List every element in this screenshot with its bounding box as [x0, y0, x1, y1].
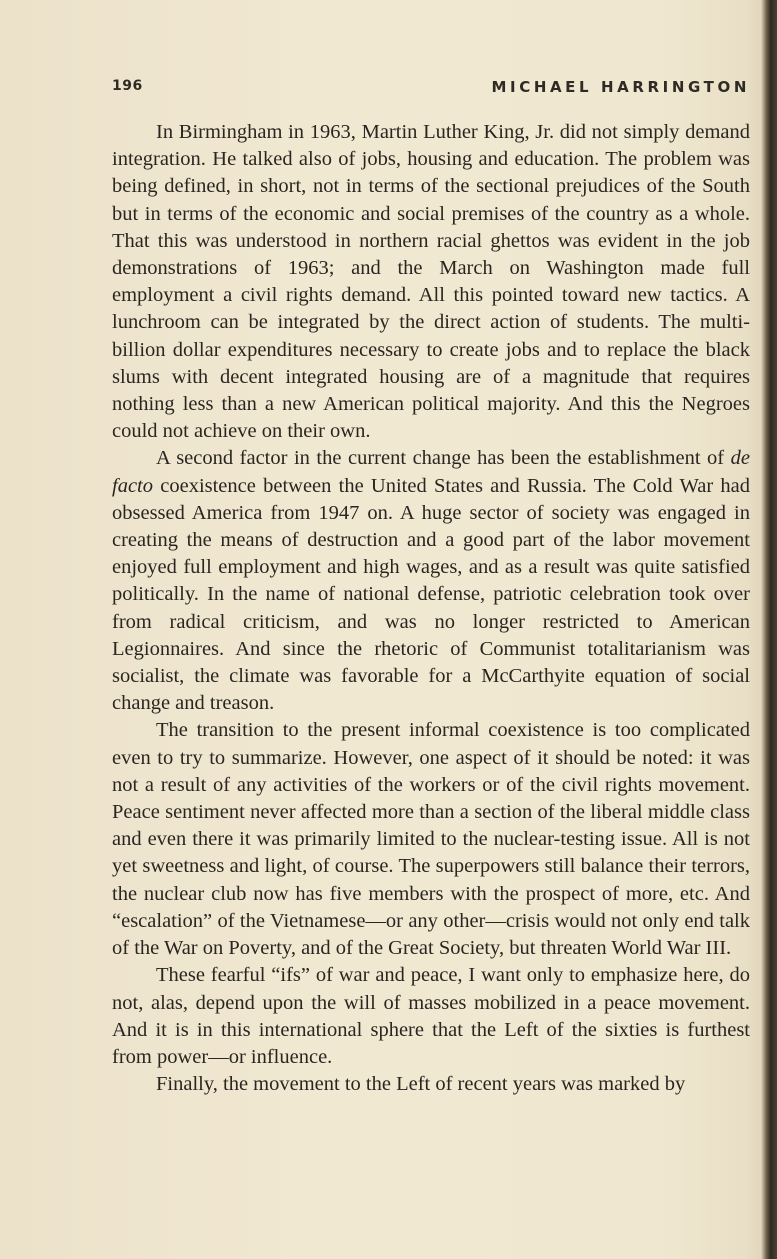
paragraph-2-rest: coexistence between the United States and Russia. The Cold War had obsessed America from 1947 on. A huge sector of society was engaged in creating the means of destruction and a good part of the labor movement enjoyed full employment and high wages, and as a result was quite satisfied politically. In the name of national defense, patriotic celebration took over from radical criticism, and was no longer restricted to American Legionnaires. And since the rhetoric of Communist totalitarianism was socialist, the climate was favorable for a McCarthyite equation of social change and treason.: [112, 474, 750, 715]
page-number: 196: [112, 78, 143, 94]
paragraph-2-start: A second factor in the current change has been the establishment of: [156, 447, 731, 470]
page-binding-edge: [761, 0, 777, 1259]
paragraph-4: These fearful “ifs” of war and peace, I want only to emphasize here, do not, alas, depend upon the will of masses mobilized in a peace movement. And it is in this international sphere that the Left of the sixties is furthest from power—or influence.: [112, 964, 750, 1068]
paragraph-1: In Birmingham in 1963, Martin Luther King, Jr. did not simply demand integration. He talked also of jobs, housing and education. The problem was being defined, in short, not in terms of the sectional prejudices of the South but in terms of the economic and social premises of the country as a whole. That this was understood in northern racial ghettos was evident in the job demonstrations of 1963; and the March on Washington made full employment a civil rights demand. All this pointed toward new tactics. A lunchroom can be integrated by the direct action of students. The multi-billion dollar expenditures necessary to create jobs and to replace the black slums with decent integrated housing are of a magnitude that requires nothing less than a new American political majority. And this the Negroes could not achieve on their own.: [112, 121, 750, 443]
paragraph-2: [112, 445, 750, 717]
body-text: [112, 119, 750, 1098]
paragraph-3: The transition to the present informal coexistence is too complicated even to try to summarize. However, one aspect of it should be noted: it was not a result of any activities of the workers or of the civil rights movement. Peace sentiment never affected more than a section of the liberal middle class and even there it was primarily limited to the nuclear-testing issue. All is not yet sweetness and light, of course. The superpowers still balance their terrors, the nuclear club now has five members with the prospect of more, etc. And “escalation” of the Vietnamese—or any other—crisis would not only end talk of the War on Poverty, and of the Great Society, but threaten World War III.: [112, 719, 750, 960]
running-title: MICHAEL HARRINGTON: [491, 78, 750, 96]
paragraph-5: Finally, the movement to the Left of recent years was marked by: [156, 1073, 686, 1096]
running-head: [112, 78, 750, 100]
italic-phrase: de facto: [112, 447, 750, 497]
